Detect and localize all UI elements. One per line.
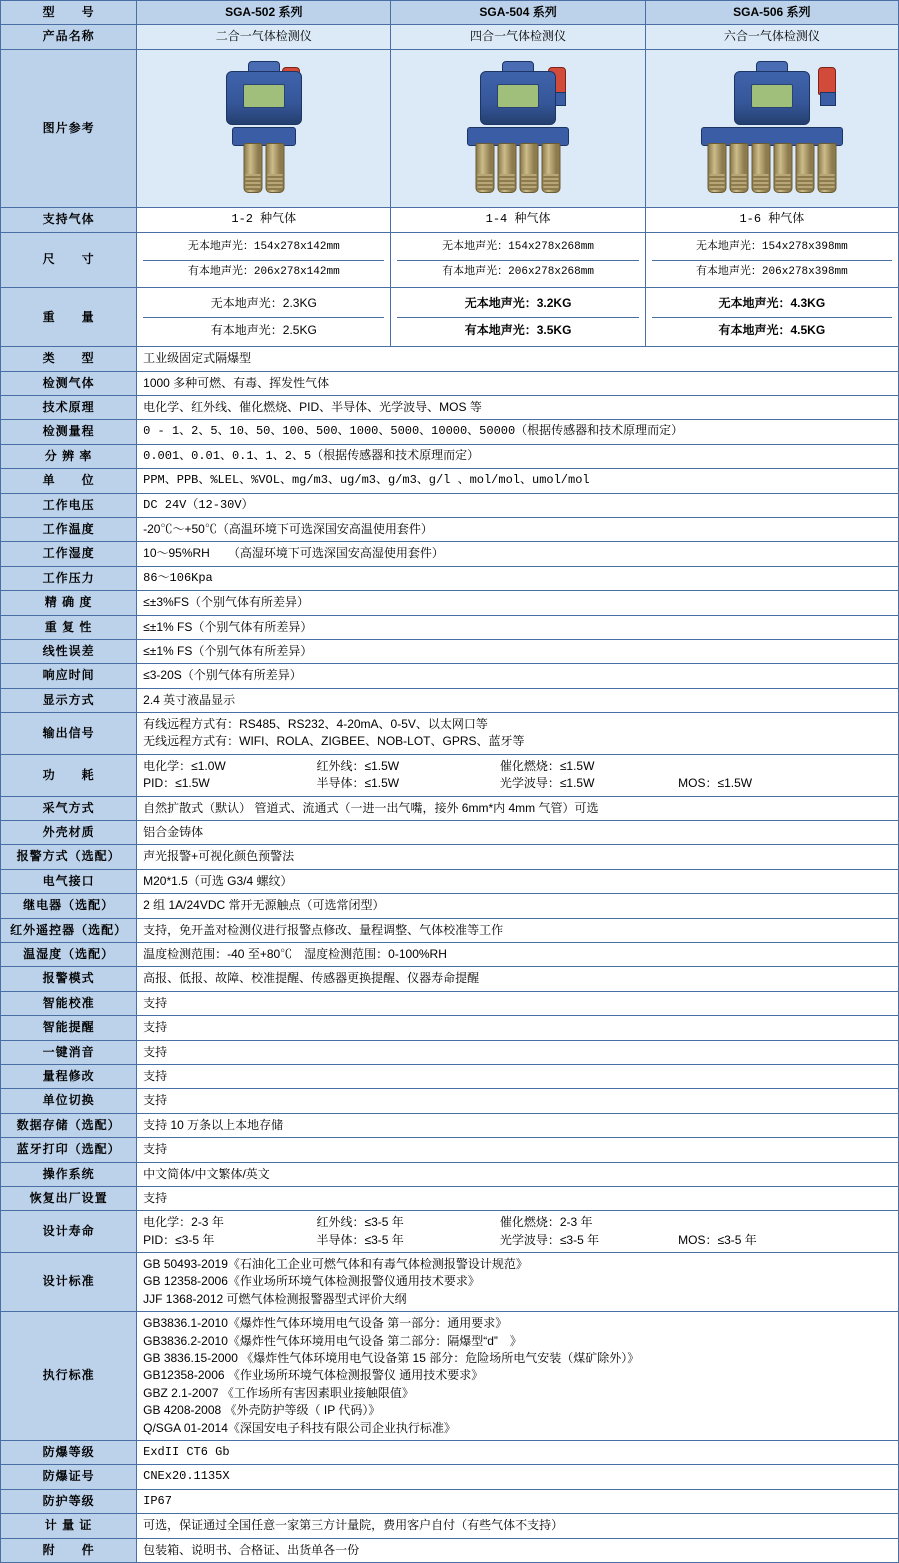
row-label-product-name: 产品名称 — [1, 25, 137, 49]
model-504: SGA-504 系列 — [391, 1, 645, 25]
row-label-factory-reset: 恢复出厂设置 — [1, 1186, 137, 1210]
row-value-output-signal — [137, 713, 899, 755]
row-value-alarm-type: 声光报警+可视化颜色预警法 — [137, 845, 899, 869]
sensor-probe — [476, 143, 495, 193]
row-value-factory-reset: 支持 — [137, 1186, 899, 1210]
row-label-work-temp: 工作温度 — [1, 517, 137, 541]
row-label-accuracy: 精 确 度 — [1, 591, 137, 615]
row-value-metrology-cert: 可选，保证通过全国任意一家第三方计量院，费用客户自付（有些气体不支持） — [137, 1514, 899, 1538]
row-value-sampling: 自然扩散式（默认） 管道式、流通式（一进一出气嘴，接外 6mm*内 4mm 气管）可选 — [137, 796, 899, 820]
row-label-temp-humidity: 温湿度（选配） — [1, 942, 137, 966]
row-value-relay: 2 组 1A/24VDC 常开无源触点（可选常闭型） — [137, 894, 899, 918]
table-row — [1, 918, 899, 942]
table-row — [1, 967, 899, 991]
lifespan-line-1 — [143, 1214, 892, 1231]
table-row — [1, 1113, 899, 1137]
table-row — [1, 664, 899, 688]
row-value-detect-gas: 1000 多种可燃、有毒、挥发性气体 — [137, 371, 899, 395]
row-label-accessories: 附 件 — [1, 1538, 137, 1562]
row-label-work-pressure: 工作压力 — [1, 566, 137, 590]
row-label-ex-cert: 防爆证号 — [1, 1465, 137, 1489]
row-value-unit: PPM、PPB、%LEL、%VOL、mg/m3、ug/m3、g/m3、g/l 、mol/mol、umol/mol — [137, 469, 899, 493]
row-label-work-humidity: 工作湿度 — [1, 542, 137, 566]
product-name-506: 六合一气体检测仪 — [645, 25, 898, 49]
weight-502 — [137, 288, 391, 347]
output-signal-wireless: 无线远程方式有：WIFI、ROLA、ZIGBEE、NOB-LOT、GPRS、蓝牙等 — [143, 734, 525, 749]
lifespan-semiconductor: 半导体：≤3-5 年 — [316, 1232, 404, 1247]
output-signal-wired: 有线远程方式有：RS485、RS232、4-20mA、0-5V、以太网口等 — [143, 717, 488, 732]
table-row — [1, 869, 899, 893]
row-value-lifespan — [137, 1211, 899, 1253]
row-value-display: 2.4 英寸液晶显示 — [137, 688, 899, 712]
size-506 — [645, 232, 898, 288]
product-image-506 — [645, 49, 898, 207]
power-optical: 光学波导：≤1.5W — [499, 776, 595, 791]
row-value-housing: 铝合金铸体 — [137, 821, 899, 845]
row-label-range-modify: 量程修改 — [1, 1064, 137, 1088]
row-value-temp-humidity: 温度检测范围：-40 至+80℃ 湿度检测范围：0-100%RH — [137, 942, 899, 966]
lifespan-infrared: 红外线：≤3-5 年 — [316, 1215, 404, 1230]
device-illustration — [164, 53, 364, 199]
row-value-design-standard — [137, 1253, 899, 1312]
exec-standard-line: GB3836.1-2010《爆炸性气体环境用电气设备 第一部分：通用要求》 — [143, 1316, 508, 1331]
support-gas-506: 1-6 种气体 — [645, 208, 898, 232]
row-label-output-signal: 输出信号 — [1, 713, 137, 755]
table-row — [1, 615, 899, 639]
row-value-response-time: ≤3-20S（个别气体有所差异） — [137, 664, 899, 688]
row-value-tech: 电化学、红外线、催化燃烧、PID、半导体、光学波导、MOS 等 — [137, 396, 899, 420]
alarm-lamp-icon — [818, 67, 836, 95]
sensor-probe — [773, 143, 792, 193]
model-502: SGA-502 系列 — [137, 1, 391, 25]
row-value-exec-standard — [137, 1312, 899, 1441]
row-label-os: 操作系统 — [1, 1162, 137, 1186]
exec-standard-line: GBZ 2.1-2007 《工作场所有害因素职业接触限值》 — [143, 1385, 414, 1400]
size-502-line1: 无本地声光：154x278x142mm — [143, 236, 384, 261]
row-value-range: 0 - 1、2、5、10、50、100、500、1000、5000、10000、50000（根据传感器和技术原理而定） — [137, 420, 899, 444]
support-gas-504: 1-4 种气体 — [391, 208, 645, 232]
table-row — [1, 420, 899, 444]
row-label-weight: 重 量 — [1, 288, 137, 347]
row-value-ex-rating: ExdII CT6 Gb — [137, 1440, 899, 1464]
weight-506-line2: 有本地声光：4.5KG — [718, 322, 826, 337]
row-value-smart-reminder: 支持 — [137, 1016, 899, 1040]
row-label-housing: 外壳材质 — [1, 821, 137, 845]
size-502-line2: 有本地声光：206x278x142mm — [187, 265, 340, 278]
row-label-alarm-type: 报警方式（选配） — [1, 845, 137, 869]
row-label-range: 检测量程 — [1, 420, 137, 444]
table-row — [1, 1312, 899, 1441]
table-row — [1, 232, 899, 288]
device-illustration — [418, 53, 618, 199]
sensor-probe — [520, 143, 539, 193]
row-label-tech: 技术原理 — [1, 396, 137, 420]
size-506-line2: 有本地声光：206x278x398mm — [695, 265, 848, 278]
power-catalytic: 催化燃烧：≤1.5W — [499, 758, 595, 773]
sensor-group-4 — [476, 143, 561, 193]
size-504 — [391, 232, 645, 288]
design-standard-line: JJF 1368-2012 可燃气体检测报警器型式评价大纲 — [143, 1291, 407, 1306]
power-pid: PID：≤1.5W — [143, 776, 210, 791]
table-row — [1, 991, 899, 1015]
table-row — [1, 821, 899, 845]
row-value-one-key-mute: 支持 — [137, 1040, 899, 1064]
table-row — [1, 1089, 899, 1113]
sensor-probe — [729, 143, 748, 193]
table-row — [1, 1138, 899, 1162]
row-value-bluetooth-print: 支持 — [137, 1138, 899, 1162]
table-row — [1, 1186, 899, 1210]
row-label-metrology-cert: 计 量 证 — [1, 1514, 137, 1538]
table-row — [1, 1440, 899, 1464]
table-row — [1, 1538, 899, 1562]
row-label-alarm-mode: 报警模式 — [1, 967, 137, 991]
weight-504 — [391, 288, 645, 347]
table-row — [1, 591, 899, 615]
sensor-probe — [542, 143, 561, 193]
row-label-ex-rating: 防爆等级 — [1, 1440, 137, 1464]
power-line-1 — [143, 758, 892, 775]
row-label-relay: 继电器（选配） — [1, 894, 137, 918]
table-row — [1, 1040, 899, 1064]
exec-standard-line: GB3836.2-2010《爆炸性气体环境用电气设备 第二部分：隔爆型“d” 》 — [143, 1333, 522, 1348]
device-screen — [751, 84, 793, 108]
power-mos: MOS：≤1.5W — [678, 776, 753, 791]
row-label-size: 尺 寸 — [1, 232, 137, 288]
table-row — [1, 371, 899, 395]
power-electrochemical: 电化学：≤1.0W — [143, 758, 226, 773]
row-label-response-time: 响应时间 — [1, 664, 137, 688]
row-label-bluetooth-print: 蓝牙打印（选配） — [1, 1138, 137, 1162]
table-row — [1, 845, 899, 869]
lifespan-pid: PID：≤3-5 年 — [143, 1232, 215, 1247]
row-label-display: 显示方式 — [1, 688, 137, 712]
row-label-sampling: 采气方式 — [1, 796, 137, 820]
row-label-picture: 图片参考 — [1, 49, 137, 207]
row-label-unit: 单 位 — [1, 469, 137, 493]
row-value-work-humidity: 10～95%RH （高湿环境下可选深国安高湿使用套件） — [137, 542, 899, 566]
lifespan-electrochemical: 电化学：2-3 年 — [143, 1215, 224, 1230]
row-label-power: 功 耗 — [1, 754, 137, 796]
row-label-electrical-interface: 电气接口 — [1, 869, 137, 893]
row-value-type: 工业级固定式隔爆型 — [137, 347, 899, 371]
row-value-electrical-interface: M20*1.5（可选 G3/4 螺纹） — [137, 869, 899, 893]
design-standard-line: GB 50493-2019《石油化工企业可燃气体和有毒气体检测报警设计规范》 — [143, 1257, 528, 1272]
sensor-probe — [751, 143, 770, 193]
power-semiconductor: 半导体：≤1.5W — [316, 776, 400, 791]
row-value-power — [137, 754, 899, 796]
table-row — [1, 347, 899, 371]
row-label-one-key-mute: 一键消音 — [1, 1040, 137, 1064]
row-label-design-standard: 设计标准 — [1, 1253, 137, 1312]
row-value-work-pressure: 86～106Kpa — [137, 566, 899, 590]
exec-standard-line: Q/SGA 01-2014《深国安电子科技有限公司企业执行标准》 — [143, 1420, 456, 1435]
row-value-data-storage: 支持 10 万条以上本地存储 — [137, 1113, 899, 1137]
row-label-ip-rating: 防护等级 — [1, 1489, 137, 1513]
row-value-voltage: DC 24V（12-30V） — [137, 493, 899, 517]
row-label-exec-standard: 执行标准 — [1, 1312, 137, 1441]
size-504-line2: 有本地声光：206x278x268mm — [442, 265, 594, 278]
product-image-502 — [137, 49, 391, 207]
row-label-smart-reminder: 智能提醒 — [1, 1016, 137, 1040]
row-value-resolution: 0.001、0.01、0.1、1、2、5（根据传感器和技术原理而定） — [137, 444, 899, 468]
table-row — [1, 1016, 899, 1040]
row-label-unit-switch: 单位切换 — [1, 1089, 137, 1113]
table-row — [1, 25, 899, 49]
row-value-accuracy: ≤±3%FS（个别气体有所差异） — [137, 591, 899, 615]
row-value-accessories: 包装箱、说明书、合格证、出货单各一份 — [137, 1538, 899, 1562]
sensor-probe — [243, 143, 262, 193]
row-value-ip-rating: IP67 — [137, 1489, 899, 1513]
sensor-probe — [707, 143, 726, 193]
row-label-detect-gas: 检测气体 — [1, 371, 137, 395]
row-label-support-gas: 支持气体 — [1, 208, 137, 232]
row-value-work-temp: -20℃～+50℃（高温环境下可选深国安高温使用套件） — [137, 517, 899, 541]
row-label-smart-calibration: 智能校准 — [1, 991, 137, 1015]
row-label-voltage: 工作电压 — [1, 493, 137, 517]
lifespan-mos: MOS：≤3-5 年 — [678, 1232, 757, 1247]
table-row — [1, 1162, 899, 1186]
table-row — [1, 1211, 899, 1253]
power-line-2 — [143, 775, 892, 792]
table-row — [1, 1465, 899, 1489]
table-row — [1, 1514, 899, 1538]
weight-504-line2: 有本地声光：3.5KG — [464, 322, 572, 337]
weight-506 — [645, 288, 898, 347]
model-506: SGA-506 系列 — [645, 1, 898, 25]
weight-502-line2: 有本地声光：2.5KG — [210, 322, 317, 337]
table-row — [1, 1253, 899, 1312]
product-name-504: 四合一气体检测仪 — [391, 25, 645, 49]
table-row — [1, 894, 899, 918]
row-label-resolution: 分 辨 率 — [1, 444, 137, 468]
row-value-repeatability: ≤±1% FS（个别气体有所差异） — [137, 615, 899, 639]
row-label-repeatability: 重 复 性 — [1, 615, 137, 639]
row-label-data-storage: 数据存储（选配） — [1, 1113, 137, 1137]
row-label-model: 型 号 — [1, 1, 137, 25]
table-row — [1, 639, 899, 663]
row-value-ir-remote: 支持，免开盖对检测仪进行报警点修改、量程调整、气体校准等工作 — [137, 918, 899, 942]
lifespan-line-2 — [143, 1232, 892, 1249]
weight-502-line1: 无本地声光：2.3KG — [143, 291, 384, 317]
device-screen — [497, 84, 539, 108]
sensor-probe — [795, 143, 814, 193]
row-value-unit-switch: 支持 — [137, 1089, 899, 1113]
row-value-alarm-mode: 高报、低报、故障、校准提醒、传感器更换提醒、仪器寿命提醒 — [137, 967, 899, 991]
table-row — [1, 396, 899, 420]
table-row — [1, 1489, 899, 1513]
table-row — [1, 566, 899, 590]
table-row — [1, 942, 899, 966]
table-row — [1, 542, 899, 566]
size-506-line1: 无本地声光：154x278x398mm — [652, 236, 892, 261]
device-screen — [243, 84, 285, 108]
row-value-range-modify: 支持 — [137, 1064, 899, 1088]
table-row — [1, 208, 899, 232]
table-row — [1, 754, 899, 796]
power-infrared: 红外线：≤1.5W — [316, 758, 400, 773]
device-illustration — [672, 53, 872, 199]
table-row — [1, 469, 899, 493]
table-row — [1, 444, 899, 468]
table-row — [1, 1, 899, 25]
row-label-type: 类 型 — [1, 347, 137, 371]
weight-504-line1: 无本地声光：3.2KG — [397, 291, 638, 317]
table-row — [1, 796, 899, 820]
row-value-os: 中文简体/中文繁体/英文 — [137, 1162, 899, 1186]
sensor-group-6 — [707, 143, 836, 193]
sensor-probe — [817, 143, 836, 193]
row-label-linearity: 线性误差 — [1, 639, 137, 663]
lifespan-catalytic: 催化燃烧：2-3 年 — [499, 1215, 593, 1230]
exec-standard-line: GB 3836.15-2000 《爆炸性气体环境用电气设备第 15 部分：危险场所电气安装（煤矿除外）》 — [143, 1351, 640, 1366]
product-name-502: 二合一气体检测仪 — [137, 25, 391, 49]
sensor-group-2 — [243, 143, 284, 193]
table-row — [1, 688, 899, 712]
size-504-line1: 无本地声光：154x278x268mm — [397, 236, 638, 261]
row-value-ex-cert: CNEx20.1135X — [137, 1465, 899, 1489]
design-standard-line: GB 12358-2006《作业场所环境气体检测报警仪通用技术要求》 — [143, 1274, 480, 1289]
table-row-picture — [1, 49, 899, 207]
row-label-ir-remote: 红外遥控器（选配） — [1, 918, 137, 942]
weight-506-line1: 无本地声光：4.3KG — [652, 291, 892, 317]
sensor-probe — [265, 143, 284, 193]
table-row — [1, 493, 899, 517]
product-image-504 — [391, 49, 645, 207]
row-label-lifespan: 设计寿命 — [1, 1211, 137, 1253]
table-row — [1, 1064, 899, 1088]
table-row — [1, 288, 899, 347]
table-row — [1, 713, 899, 755]
sensor-probe — [498, 143, 517, 193]
lifespan-optical: 光学波导：≤3-5 年 — [499, 1232, 600, 1247]
exec-standard-line: GB 4208-2008 《外壳防护等级（ IP 代码）》 — [143, 1403, 381, 1418]
row-value-linearity: ≤±1% FS（个别气体有所差异） — [137, 639, 899, 663]
row-value-smart-calibration: 支持 — [137, 991, 899, 1015]
exec-standard-line: GB12358-2006 《作业场所环境气体检测报警仪 通用技术要求》 — [143, 1368, 484, 1383]
table-row — [1, 517, 899, 541]
support-gas-502: 1-2 种气体 — [137, 208, 391, 232]
size-502 — [137, 232, 391, 288]
